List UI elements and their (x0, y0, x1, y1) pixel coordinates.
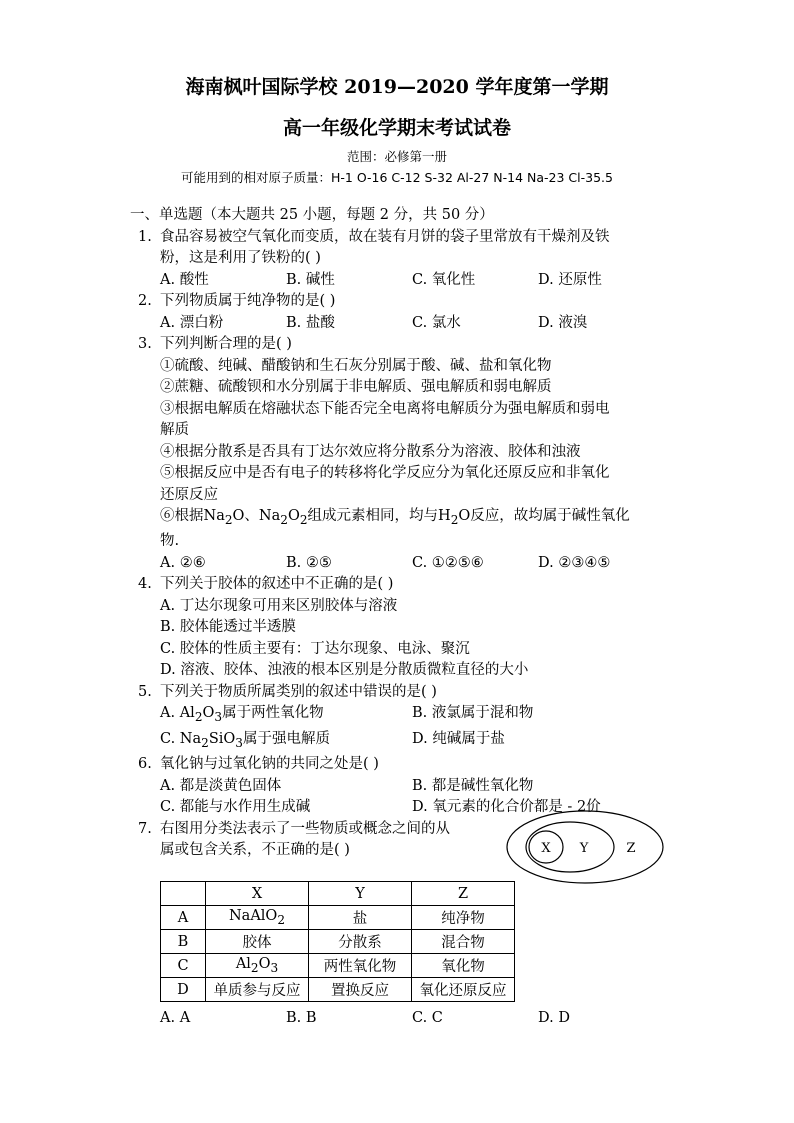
options (130, 553, 675, 575)
venn-label-z: Z (626, 840, 636, 856)
question-text: 食品容易被空气氧化而变质，故在装有月饼的袋子里常放有干燥剂及铁 (160, 228, 610, 245)
question-number: 5. (138, 683, 152, 700)
question-6 (130, 754, 675, 776)
statement-3-cont: 解质 (160, 422, 189, 438)
table-row: A NaAlO$_2$ 盐 纯净物 (161, 906, 515, 930)
option-c: C. 氧化性 (412, 271, 476, 288)
option-a: A. 酸性 (160, 271, 209, 288)
question-number: 2. (138, 293, 152, 309)
question-number: 7. (138, 820, 152, 837)
option-c: C. 都能与水作用生成碱 (160, 799, 311, 816)
statement-6: ⑥根据$Na_2O$、$Na_2O_2$组成元素相同，均与$H_2O$反应，故均属于碱性氧化 (160, 508, 630, 527)
options (130, 729, 675, 754)
ellipse-y (526, 822, 614, 872)
formula-na2o: $Na_2O$ (203, 508, 245, 527)
statement-5: ⑤根据反应中是否有电子的转移将化学反应分为氧化还原反应和非氧化 (160, 465, 610, 481)
question-3 (130, 334, 675, 553)
option-b: B. ②⑤ (286, 554, 332, 571)
question-text: 右图用分类法表示了一些物质或概念之间的从 (160, 820, 450, 837)
question-2 (130, 291, 675, 313)
venn-label-y: Y (579, 840, 589, 856)
option-d: D. 液溴 (538, 314, 588, 331)
option-d: D. ②③④⑤ (538, 554, 611, 571)
classification-table (160, 881, 515, 1002)
statement-1: ①硫酸、纯碱、醋酸钠和生石灰分别属于酸、碱、盐和氧化物 (160, 357, 552, 374)
option-c: C. 氯水 (412, 314, 461, 331)
venn-diagram (505, 809, 665, 885)
table-header-row: X Y Z (161, 882, 515, 906)
options (160, 1010, 664, 1026)
option-a: A. 丁达尔现象可用来区别胶体与溶液 (160, 597, 398, 614)
statement-4: ④根据分散系是否具有丁达尔效应将分散系分为溶液、胶体和浊液 (160, 443, 581, 460)
option-d: D. 氧元素的化合价都是 - 2价 (412, 799, 601, 816)
option-d: D. 纯碱属于盐 (412, 730, 505, 747)
statement-3: ③根据电解质在熔融状态下能否完全电离将电解质分为强电解质和弱电 (160, 400, 610, 417)
formula-na2o2: $Na_2O_2$ (258, 508, 308, 527)
question-number: 1. (138, 228, 152, 245)
exam-scope: 范围：必修第一册 (346, 149, 447, 164)
section-heading: 一、单选题（本大题共 25 小题，每题 2 分，共 50 分） (130, 207, 494, 223)
option-a: A. 都是淡黄色固体 (160, 777, 282, 794)
option-b: B. 胶体能透过半透膜 (160, 619, 296, 636)
option-a: A. A (160, 1010, 191, 1026)
option-c: C. C (412, 1010, 443, 1026)
option-a: A. $Al_2O_3$属于两性氧化物 (160, 705, 324, 725)
venn-label-x: X (541, 840, 551, 856)
options (130, 313, 675, 335)
options (130, 703, 675, 728)
question-number: 3. (138, 336, 152, 352)
table-row: C $Al_2O_3$ 两性氧化物 氧化物 (161, 954, 515, 978)
question-4 (130, 574, 675, 682)
question-text: 氧化钠与过氧化钠的共同之处是( ) (160, 756, 379, 773)
option-d: D. 还原性 (538, 271, 602, 288)
statement-5-cont: 还原反应 (160, 486, 218, 503)
option-b: B. 都是碱性氧化物 (412, 777, 534, 794)
atomic-masses: 可能用到的相对原子质量：H-1 O-16 C-12 S-32 Al-27 N-14 Na-23 Cl-35.5 (181, 170, 613, 185)
statement-6-cont: 物. (160, 533, 180, 550)
exam-title: 海南枫叶国际学校 2019—2020 学年度第一学期 (185, 76, 609, 98)
option-c: C. $Na_2SiO_3$属于强电解质 (160, 730, 330, 750)
question-text: 下列判断合理的是( ) (160, 336, 292, 352)
question-text: 下列关于物质所属类别的叙述中错误的是( ) (160, 683, 437, 700)
table-row: B 胶体 分散系 混合物 (161, 930, 515, 954)
question-7 (130, 819, 675, 862)
formula-h2o: $H_2O$ (438, 508, 471, 527)
question-number: 4. (138, 576, 152, 593)
question-1 (130, 227, 675, 270)
question-text: 下列物质属于纯净物的是( ) (160, 293, 336, 309)
option-a: A. ②⑥ (160, 554, 206, 571)
question-text: 粉，这是利用了铁粉的( ) (160, 250, 321, 266)
question-text: 属或包含关系，不正确的是( ) (160, 842, 350, 859)
question-text: 下列关于胶体的叙述中不正确的是( ) (160, 576, 394, 593)
option-b: B. 盐酸 (286, 314, 335, 331)
exam-subtitle: 高一年级化学期末考试试卷 (282, 117, 511, 139)
option-c: C. 胶体的性质主要有：丁达尔现象、电泳、聚沉 (160, 640, 470, 657)
option-c: C. ①②⑤⑥ (412, 554, 484, 571)
table-row: D 单质参与反应 置换反应 氧化还原反应 (161, 978, 515, 1002)
option-b: B. 液氯属于混和物 (412, 705, 534, 722)
statement-2: ②蔗糖、硫酸钡和水分别属于非电解质、强电解质和弱电解质 (160, 379, 552, 395)
option-d: D. D (538, 1010, 570, 1026)
option-d: D. 溶液、胶体、浊液的根本区别是分散质微粒直径的大小 (160, 662, 529, 679)
option-b: B. 碱性 (286, 271, 335, 288)
option-a: A. 漂白粉 (160, 314, 224, 331)
options (130, 776, 675, 798)
option-b: B. B (286, 1010, 317, 1026)
options (130, 270, 675, 292)
question-list (130, 205, 675, 862)
question-number: 6. (138, 756, 152, 773)
question-5 (130, 682, 675, 704)
